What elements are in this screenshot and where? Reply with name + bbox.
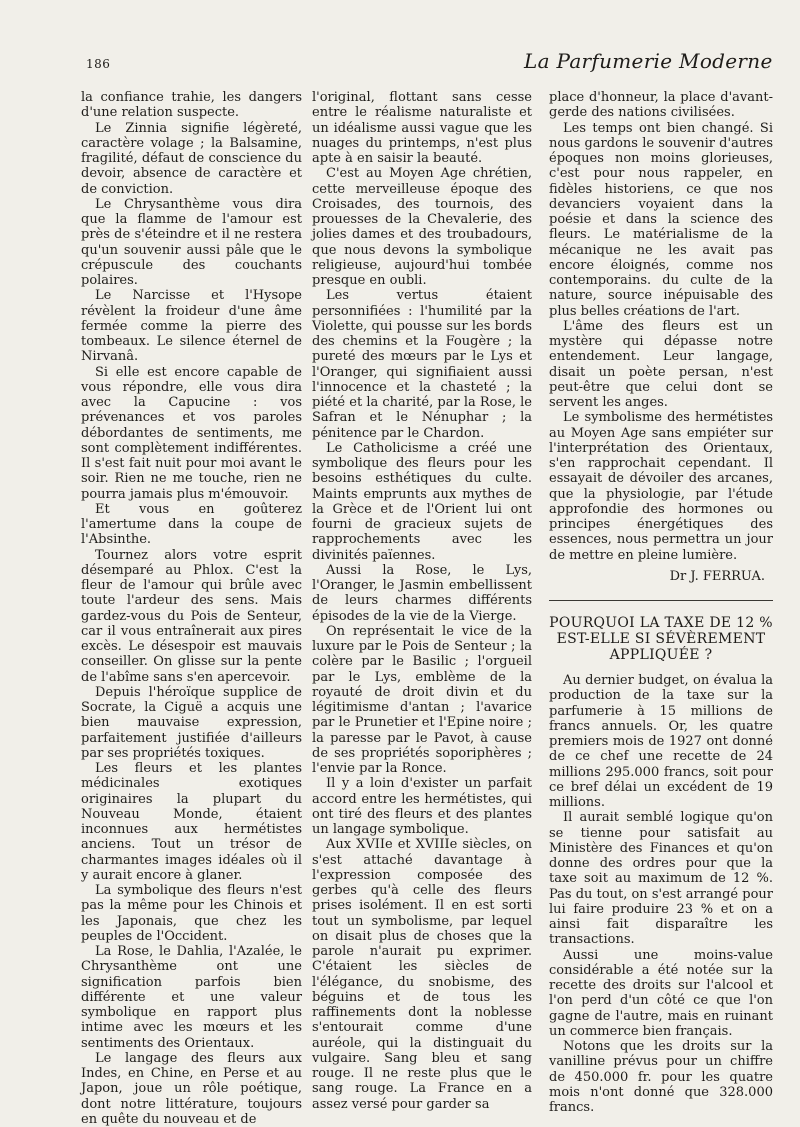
paragraph: Les vertus étaient personnifiées : l'humilité par la Violette, qui pousse sur les bords des chemins et la Fougère ; la pureté des mœurs par le Lys et l'Oranger, qui signifiaient aussi l'innocence et la chasteté ; la piété et la charité, par la Rose, le Safran et le Nénuphar ; la pénitence par le Chardon. (312, 288, 532, 441)
author-signature: Dr J. FERRUA. (669, 568, 765, 584)
paragraph: Les fleurs et les plantes médicinales exotiques originaires la plupart du Nouveau Monde, étaient inconnues aux hermétistes anciens. Tout un trésor de charmantes images idéales où il y aurait encore à glaner. (81, 761, 302, 883)
paragraph: Le Zinnia signifie légèreté, caractère volage ; la Balsamine, fragilité, défaut de conscience du devoir, absence de caractère et de conviction. (81, 120, 302, 197)
paragraph: C'est au Moyen Age chrétien, cette merveilleuse époque des Croisades, des tournois, des prouesses de la Chevalerie, des jolies dames et des troubadours, que nous devons la symbolique religieuse, aujourd'hui tombée presque en oubli. (312, 166, 532, 288)
paragraph: l'original, flottant sans cesse entre le réalisme naturaliste et un idéalisme aussi vague que les nuages du printemps, n'est plus apte à en saisir la beauté. (312, 90, 532, 166)
paragraph: place d'honneur, la place d'avant-gerde des nations civilisées. (549, 90, 773, 121)
paragraph: Et vous en goûterez l'amertume dans la coupe de l'Absinthe. (81, 501, 302, 548)
paragraph: Si elle est encore capable de vous répondre, elle vous dira avec la Capucine : vos prévenances et vos paroles débordantes de sentiments, me sont complètement indifférentes. Il s'est fait nuit pour moi avant le soir. Rien ne me touche, rien ne pourra jamais plus m'émouvoir. (81, 364, 302, 502)
paragraph: Aussi la Rose, le Lys, l'Oranger, le Jasmin embellissent de leurs charmes différents épisodes de la vie de la Vierge. (312, 562, 532, 624)
paragraph: Aussi une moins-value considérable a été notée sur la recette des droits sur l'alcool et l'on perd d'un côté ce que l'on gagne de l'autre, mais en ruinant un commerce bien français. (549, 947, 773, 1039)
paragraph: Au dernier budget, on évalua la production de la taxe sur la parfumerie à 15 millions de francs annuels. Or, les quatre premiers mois de 1927 ont donné de ce chef une recette de 24 millions 295.000 francs, soit pour ce bref délai un excédent de 19 millions. (549, 673, 773, 810)
paragraph: Il y a loin d'exister un parfait accord entre les hermétistes, qui ont tiré des fleurs et des plantes un langage symbolique. (312, 776, 532, 837)
paragraph: Il aurait semblé logique qu'on se tienne pour satisfait au Ministère des Finances et qu'on donne des ordres pour que la taxe soit au maximum de 12 %. Pas du tout, on s'est arrangé pour lui faire produire 23 % et on a ainsi fait disparaître les transactions. (549, 810, 773, 948)
paragraph: On représentait le vice de la luxure par le Pois de Senteur ; la colère par le Basilic ; l'orgueil par le Lys, emblème de la royauté de droit divin et du légitimisme d'antan ; l'avarice par le Prunetier et l'Epine noire ; la paresse par le Pavot, à cause de ses propriétés soporiphères ; l'envie par la Ronce. (312, 623, 532, 776)
paragraph: Le Catholicisme a créé une symbolique des fleurs pour les besoins esthétiques du culte. Maints emprunts aux mythes de la Grèce et de l'Orient lui ont fourni de gracieux sujets de rapprochements avec les divinités païennes. (312, 440, 532, 563)
paragraph: Tournez alors votre esprit désemparé au Phlox. C'est la fleur de l'amour qui brûle avec toute l'ardeur des sens. Mais gardez-vous du Pois de Senteur, car il vous entraînerait aux pires excès. Le désespoir est mauvais conseiller. On glisse sur la pente de l'abîme sans s'en apercevoir. (81, 547, 302, 685)
paragraph: Le Chrysanthème vous dira que la flamme de l'amour est près de s'éteindre et il ne restera qu'un souvenir aussi pâle que le crépuscule des couchants polaires. (81, 196, 302, 288)
column-1 (81, 90, 302, 1127)
paragraph: la confiance trahie, les dangers d'une relation suspecte. (81, 90, 302, 121)
column-3 (549, 90, 773, 1115)
paragraph: Notons que les droits sur la vanilline prévus pour un chiffre de 450.000 fr. pour les quatre mois n'ont donné que 328.000 francs. (549, 1039, 773, 1115)
column-2 (312, 90, 532, 1112)
paragraph: Le symbolisme des hermétistes au Moyen Age sans empiéter sur l'interprétation des Orientaux, s'en rapprochait cependant. Il essayait de dévoiler des arcanes, que la physiologie, par l'étude approfondie des hormones ou principes énergétiques des essences, nous permettra un jour de mettre en pleine lumière. (549, 410, 773, 563)
paragraph: Le langage des fleurs aux Indes, en Chine, en Perse et au Japon, joue un rôle poétique, dont notre littérature, toujours en quête du nouveau et de (81, 1050, 302, 1127)
journal-title: La Parfumerie Moderne (524, 49, 773, 73)
paragraph: Les temps ont bien changé. Si nous gardons le souvenir d'autres époques non moins glorieuses, c'est pour nous rappeler, en fidèles historiens, ce que nos devanciers voyaient dans la poésie et dans la science des fleurs. Le matérialisme de la mécanique ne les avait pas encore éloignés, comme nos contemporains. du culte de la nature, source inépuisable des plus belles créations de l'art. (549, 120, 773, 319)
paragraph: Le Narcisse et l'Hysope révèlent la froideur d'une âme fermée comme la pierre des tombeaux. Le silence éternel de Nirvanâ. (81, 288, 302, 365)
page-number: 186 (86, 57, 111, 71)
paragraph: Depuis l'héroïque supplice de Socrate, la Ciguë a acquis une bien mauvaise expression, parfaitement justifiée d'ailleurs par ses propriétés toxiques. (81, 684, 302, 761)
paragraph: La Rose, le Dahlia, l'Azalée, le Chrysanthème ont une signification parfois bien différente et une valeur symbolique en rapport plus intime avec les mœurs et les sentiments des Orientaux. (81, 944, 302, 1051)
paragraph: La symbolique des fleurs n'est pas la même pour les Chinois et les Japonais, que chez les peuples de l'Occident. (81, 883, 302, 944)
section-divider (549, 600, 773, 601)
paragraph: Aux XVIIe et XVIIIe siècles, on s'est attaché davantage à l'expression composée des gerbes qu'à celle des fleurs prises isolément. Il en est sorti tout un symbolisme, par lequel on disait plus de choses que la parole n'aurait pu exprimer. C'étaient les siècles de l'élégance, du snobisme, des béguins et de tous les raffinements dont la noblesse s'entourait comme d'une auréole, qui la distinguait du vulgaire. Sang bleu et sang rouge. Il ne reste plus que le sang rouge. La France en a assez versé pour garder sa (312, 837, 532, 1112)
paragraph: L'âme des fleurs est un mystère qui dépasse notre entendement. Leur langage, disait un poète persan, n'est peut-être que celui dont se servent les anges. (549, 318, 773, 410)
article-headline: POURQUOI LA TAXE DE 12 % EST-ELLE SI SÉVÈREMENT APPLIQUÉE ? (549, 615, 773, 663)
